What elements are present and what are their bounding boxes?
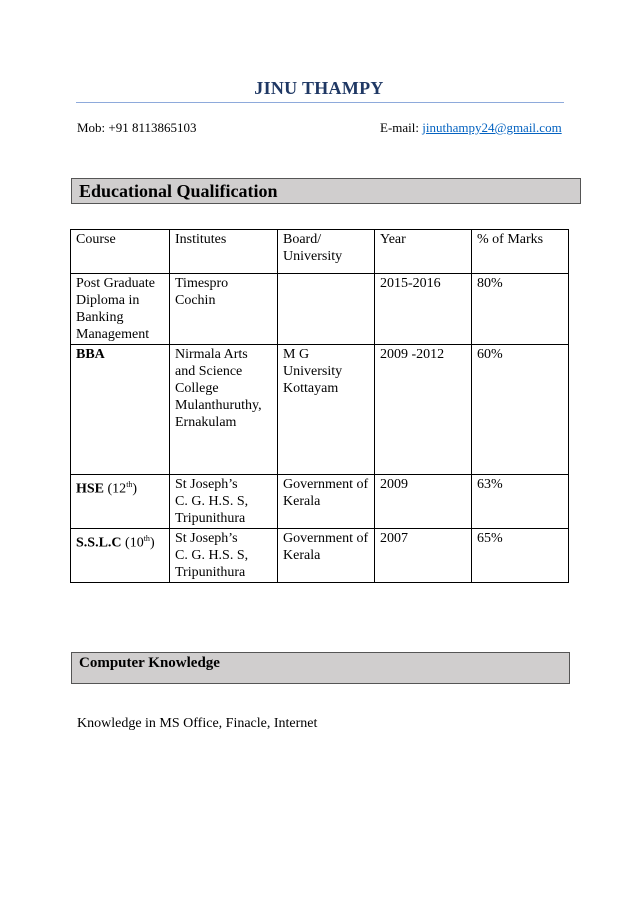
column-header: Year	[375, 230, 472, 274]
course-sup: th	[126, 480, 133, 489]
email-link[interactable]: jinuthampy24@gmail.com	[422, 120, 562, 135]
column-header: Board/ University	[278, 230, 375, 274]
course-suffix: (12	[107, 481, 127, 497]
institute-cell	[170, 345, 278, 475]
course-name: S.S.L.C	[76, 535, 122, 551]
board-cell: Government of Kerala	[278, 529, 375, 583]
marks-cell: 60%	[472, 345, 569, 475]
institute-line: Tripunithura	[175, 565, 246, 580]
institute-line: Mulanthuruthy,	[175, 398, 262, 413]
institute-line: College	[175, 381, 219, 396]
year-cell: 2015-2016	[375, 274, 472, 345]
institute-line: St Joseph’s	[175, 477, 238, 492]
mobile-number: Mob: +91 8113865103	[77, 120, 197, 135]
institute-line: C. G. H.S. S,	[175, 494, 249, 509]
year-cell: 2009	[375, 475, 472, 529]
course-cell	[71, 529, 170, 583]
table-row	[71, 345, 569, 475]
email-line	[380, 120, 562, 136]
course-cell: Post Graduate Diploma in Banking Management	[71, 274, 170, 345]
institute-line: and Science	[175, 364, 243, 379]
institute-line: Nirmala Arts	[175, 347, 248, 362]
course-close: )	[132, 481, 138, 497]
board-cell: Government of Kerala	[278, 475, 375, 529]
column-header: Course	[71, 230, 170, 274]
marks-cell: 63%	[472, 475, 569, 529]
table-row	[71, 475, 569, 529]
course-sup: th	[143, 534, 150, 543]
candidate-name: JINU THAMPY	[254, 78, 384, 98]
board-cell	[278, 274, 375, 345]
education-section-heading: Educational Qualification	[71, 178, 581, 204]
table-header-row	[71, 230, 569, 274]
year-cell: 2007	[375, 529, 472, 583]
computer-section-heading: Computer Knowledge	[71, 652, 570, 684]
course-cell	[71, 345, 170, 475]
institute-cell	[170, 475, 278, 529]
column-header: Institutes	[170, 230, 278, 274]
header-divider	[76, 102, 564, 103]
course-close: )	[149, 535, 155, 551]
institute-line: St Joseph’s	[175, 531, 238, 546]
marks-cell: 65%	[472, 529, 569, 583]
institute-line: Tripunithura	[175, 511, 246, 526]
institute-line: Ernakulam	[175, 415, 237, 430]
institute-line: C. G. H.S. S,	[175, 548, 249, 563]
column-header: % of Marks	[472, 230, 569, 274]
education-table	[70, 229, 569, 583]
table-row	[71, 529, 569, 583]
year-cell: 2009 -2012	[375, 345, 472, 475]
table-row	[71, 274, 569, 345]
computer-knowledge-text: Knowledge in MS Office, Finacle, Internet	[77, 716, 318, 731]
institute-cell	[170, 529, 278, 583]
institute-cell: Timespro Cochin	[170, 274, 278, 345]
course-name: HSE	[76, 481, 105, 497]
email-label: E-mail:	[380, 120, 419, 135]
board-cell: M G University Kottayam	[278, 345, 375, 475]
course-name: BBA	[76, 347, 105, 362]
course-suffix: (10	[125, 535, 144, 551]
marks-cell: 80%	[472, 274, 569, 345]
course-cell	[71, 475, 170, 529]
